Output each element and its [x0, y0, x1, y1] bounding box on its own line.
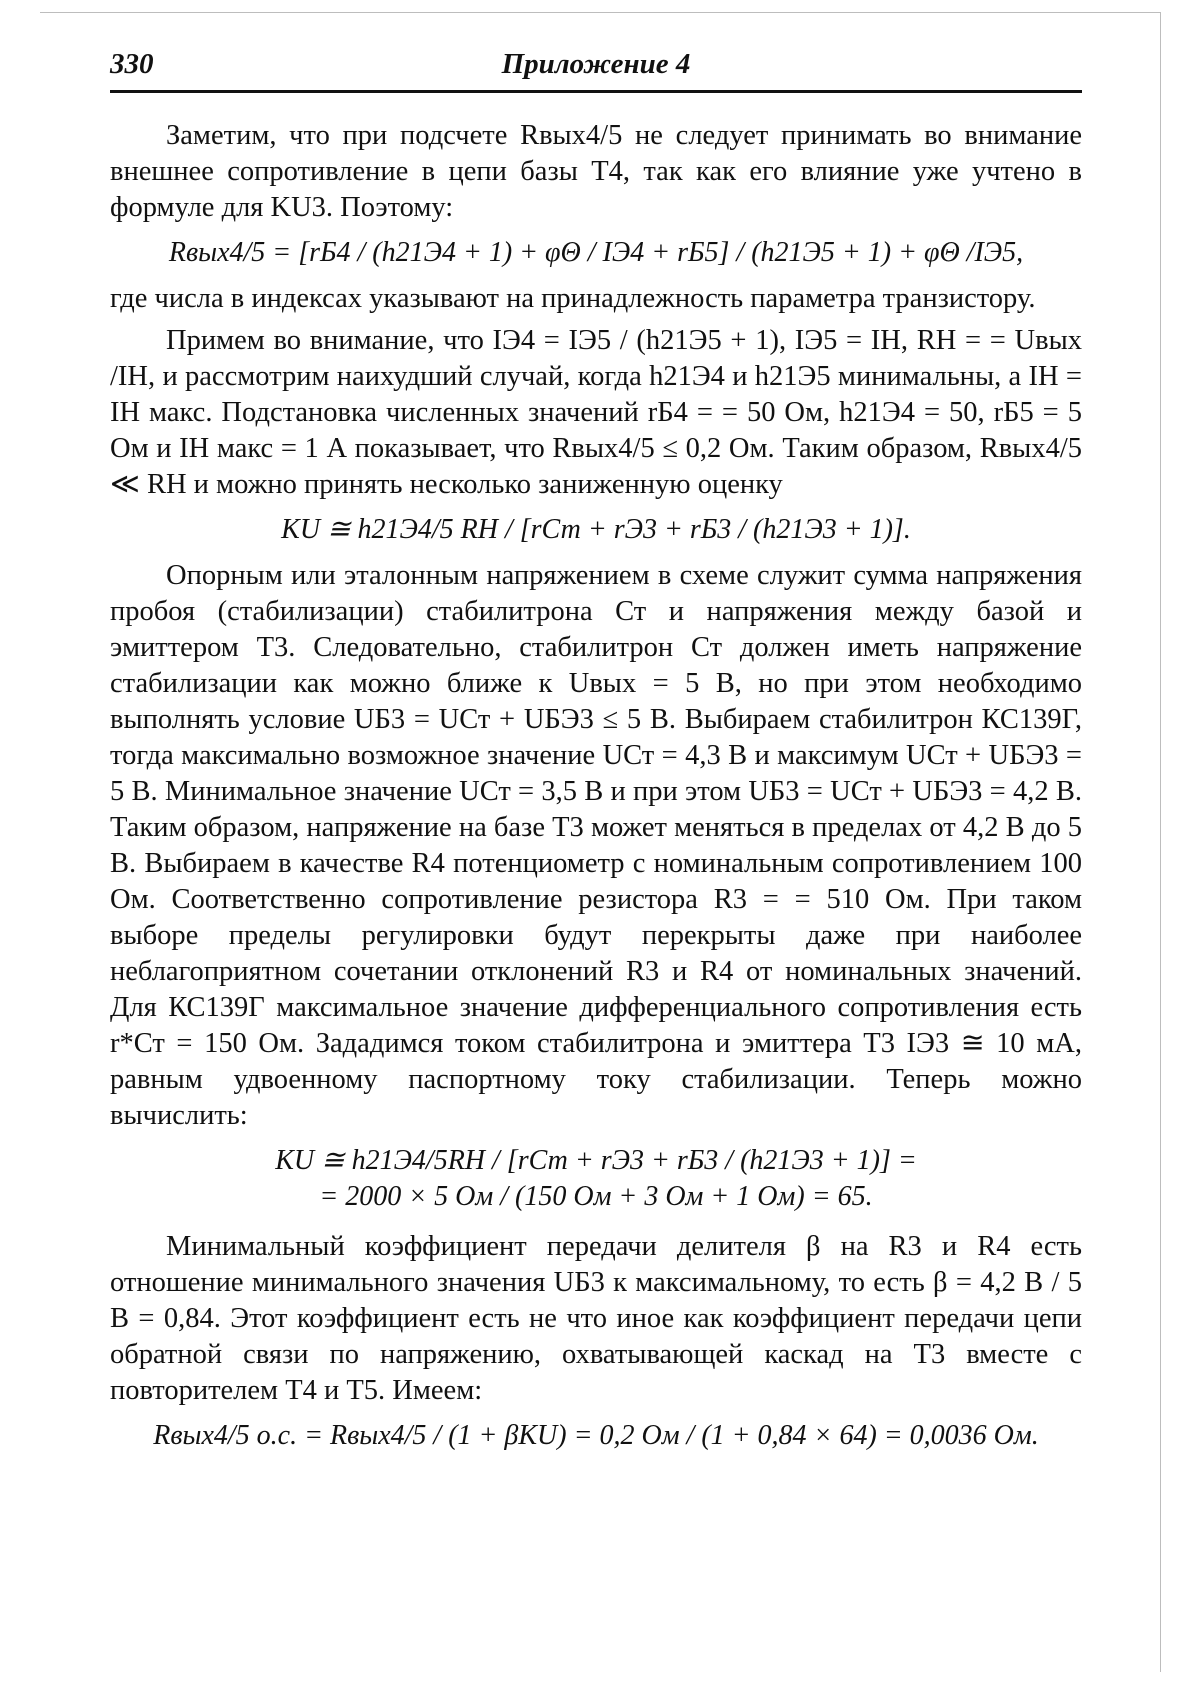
page-body	[110, 118, 1082, 1464]
header-rule	[110, 90, 1082, 93]
formula-ku-line2: = 2000 × 5 Ом / (150 Ом + 3 Ом + 1 Ом) = 65.	[319, 1181, 873, 1212]
scan-border-right	[1160, 12, 1161, 1672]
formula-rout: Rвых4/5 = [rБ4 / (h21Э4 + 1) + φΘ / IЭ4 + rБ5] / (h21Э5 + 1) + φΘ /IЭ5,	[168, 237, 1024, 268]
page-number: 330	[110, 48, 154, 80]
formula-ku-estimate: KU ≅ h21Э4/5 RН / [rСт + rЭ3 + rБ3 / (h21Э3 + 1)].	[281, 514, 911, 545]
paragraph-5: Минимальный коэффициент передачи делителя β на R3 и R4 есть отношение минимального значения UБ3 к максимальному, то есть β = 4,2 В / 5 В = 0,84. Этот коэффициент есть не что иное как коэффициент передачи цепи обратной связи по напряжению, охватывающей каскад на T3 вместе с повторителем T4 и T5. Имеем:	[110, 1231, 1082, 1406]
paragraph-1: Заметим, что при подсчете Rвых4/5 не следует принимать во внимание внешнее сопротивление в цепи базы T4, так как его влияние уже учтено в формуле для KU3. Поэтому:	[110, 120, 1082, 223]
paragraph-4: Опорным или эталонным напряжением в схеме служит сумма напряжения пробоя (стабилизации) стабилитрона Ст и напряжения между базой и эмиттером T3. Следовательно, стабилитрон Ст должен иметь напряжение стабилизации как можно ближе к Uвых = 5 В, но при этом необходимо выполнять условие UБ3 = UСт + UБЭ3 ≤ 5 В. Выбираем стабилитрон КС139Г, тогда максимально возможное значение UСт = 4,3 В и максимум UСт + UБЭ3 = 5 В. Минимальное значение UСт = 3,5 В и при этом UБ3 = UСт + UБЭ3 = 4,2 В. Таким образом, напряжение на базе T3 может меняться в пределах от 4,2 В до 5 В. Выбираем в качестве R4 потенциометр с номинальным сопротивлением 100 Ом. Соответственно сопротивление резистора R3 = = 510 Ом. При таком выборе пределы регулировки будут перекрыты даже при наиболее неблагоприятном сочетании отклонений R3 и R4 от номинальных значений. Для КС139Г максимальное значение дифференциального сопротивления есть r*Ст = 150 Ом. Зададимся током стабилитрона и эмиттера T3 IЭ3 ≅ 10 мА, равным удвоенному паспортному току стабилизации. Теперь можно вычислить:	[110, 560, 1082, 1131]
formula-ku-line1: KU ≅ h21Э4/5RН / [rСт + rЭ3 + rБ3 / (h21Э3 + 1)] =	[275, 1145, 917, 1176]
section-title: Приложение 4	[501, 48, 691, 80]
scan-border-top	[40, 12, 1160, 13]
paragraph-3: Примем во внимание, что IЭ4 = IЭ5 / (h21Э5 + 1), IЭ5 = IН, RН = = Uвых /IН, и рассмотрим наихудший случай, когда h21Э4 и h21Э5 минимальны, а IН = IН макс. Подстановка численных значений rБ4 = = 50 Ом, h21Э4 = 50, rБ5 = 5 Ом и IН макс = 1 А показывает, что Rвых4/5 ≤ 0,2 Ом. Таким образом, Rвых4/5 ≪ RН и можно принять несколько заниженную оценку	[110, 325, 1082, 500]
formula-rout-feedback: Rвых4/5 о.с. = Rвых4/5 / (1 + βKU) = 0,2 Ом / (1 + 0,84 × 64) = 0,0036 Ом.	[153, 1420, 1039, 1451]
running-head	[110, 48, 1082, 88]
paragraph-2: где числа в индексах указывают на принадлежность параметра транзистору.	[110, 283, 1036, 314]
